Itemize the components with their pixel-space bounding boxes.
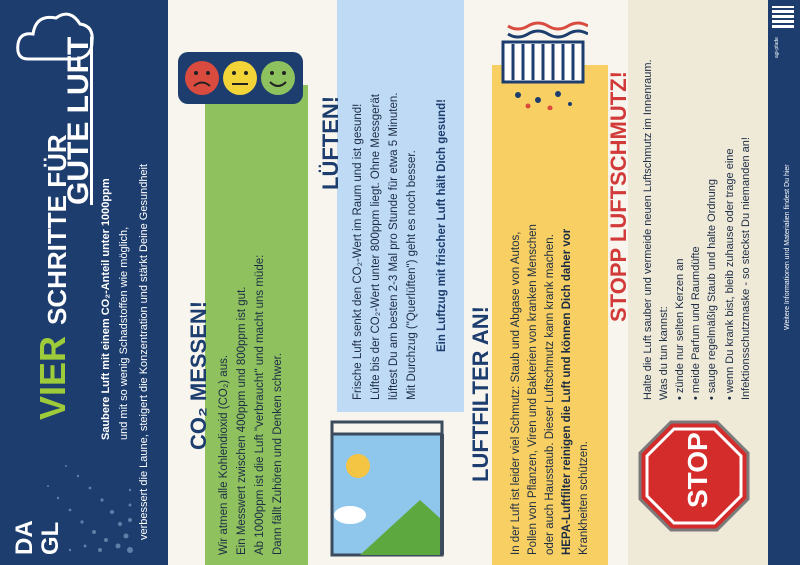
step2-heading: LÜFTEN!	[318, 95, 343, 190]
open-window-icon	[330, 420, 450, 560]
step3-line4: HEPA-Luftfilter reinigen die Luft und können Dich daher vor	[561, 228, 573, 555]
step2-line2: Lüfte bis der CO₂-Wert unter 800ppm liegt. Ohne Messgerät	[370, 94, 382, 400]
qr-label: agi-pfade	[774, 37, 780, 58]
step3-line5: Krankheiten schützen.	[578, 441, 590, 555]
intro-line1: Saubere Luft mit einem CO₂-Anteil unter 1000ppm	[100, 178, 112, 440]
step3-line2: Pollen von Pflanzen, Viren und Bakterien von kranken Menschen	[527, 224, 539, 555]
step4-intro1: Halte die Luft sauber und vermeide neuen Luftschmutz im Innenraum.	[642, 59, 654, 400]
traffic-light-faces-icon	[178, 52, 303, 104]
step4-bullet-2: • meide Parfum und Raumdüfte	[690, 246, 702, 400]
step3-line1: In der Luft ist leider viel Schmutz: Staub und Abgase von Autos,	[510, 231, 522, 555]
air-filter-icon	[498, 20, 588, 110]
title-schritte: SCHRITTE FÜR	[42, 134, 72, 325]
step1-line4: Dann fällt Zuhören und Denken schwer.	[272, 352, 284, 555]
title-vier: VIER	[32, 335, 73, 420]
step4-intro2: Was du tun kannst:	[658, 306, 670, 400]
qr-code[interactable]	[772, 6, 794, 28]
step1-line1: Wir atmen alle Kohlendioxid (CO₂) aus.	[218, 354, 230, 555]
step4-bullet-4: • wenn Du krank bist, bleib zuhause oder trage eine Infektionsschutzmaske - so steckst Du niemanden an!	[724, 137, 752, 400]
more-info-link[interactable]: Weitere Informationen und Materialien findest Du hier	[784, 164, 791, 330]
step1-heading: CO₂ MESSEN!	[186, 300, 211, 450]
step2-tagline: Ein Luftzug mit frischer Luft hält Dich gesund!	[436, 99, 448, 352]
intro-line2: und mit so wenig Schadstoffen wie möglich,	[118, 226, 130, 440]
step1-line2: Ein Messwert zwischen 400ppm und 800ppm ist gut.	[236, 286, 248, 555]
step3-heading: LUFTFILTER AN!	[468, 306, 493, 482]
title-gute-luft: GUTE LUFT	[62, 36, 95, 205]
step4-bullet-1: • zünde nur selten Kerzen an	[674, 258, 686, 400]
stop-sign-text: STOP	[682, 432, 713, 508]
step3-line3: oder auch Hausstaub. Dieser Luftschmutz kann krank machen.	[544, 234, 556, 555]
intro-line3: verbessert die Laune, steigert die Konzentration und stärkt Deine Gesundheit	[138, 163, 150, 540]
step2-line3: lüftest Du am besten 2-3 Mal pro Stunde für etwa 5 Minuten.	[388, 92, 400, 400]
logo: DA GL	[11, 520, 64, 555]
step1-line3: Ab 1000ppm ist die Luft "verbraucht" und macht uns müde:	[254, 254, 266, 555]
step2-line1: Frische Luft senkt den CO₂-Wert im Raum und ist gesund!	[352, 103, 364, 400]
step4-heading: STOPP LUFTSCHMUTZ!	[606, 71, 631, 322]
step4-bullet-3: • sauge regelmäßig Staub und halte Ordnung	[706, 179, 718, 400]
step2-line4: Mit Durchzug ("Querlüften") geht es noch besser.	[406, 150, 418, 400]
